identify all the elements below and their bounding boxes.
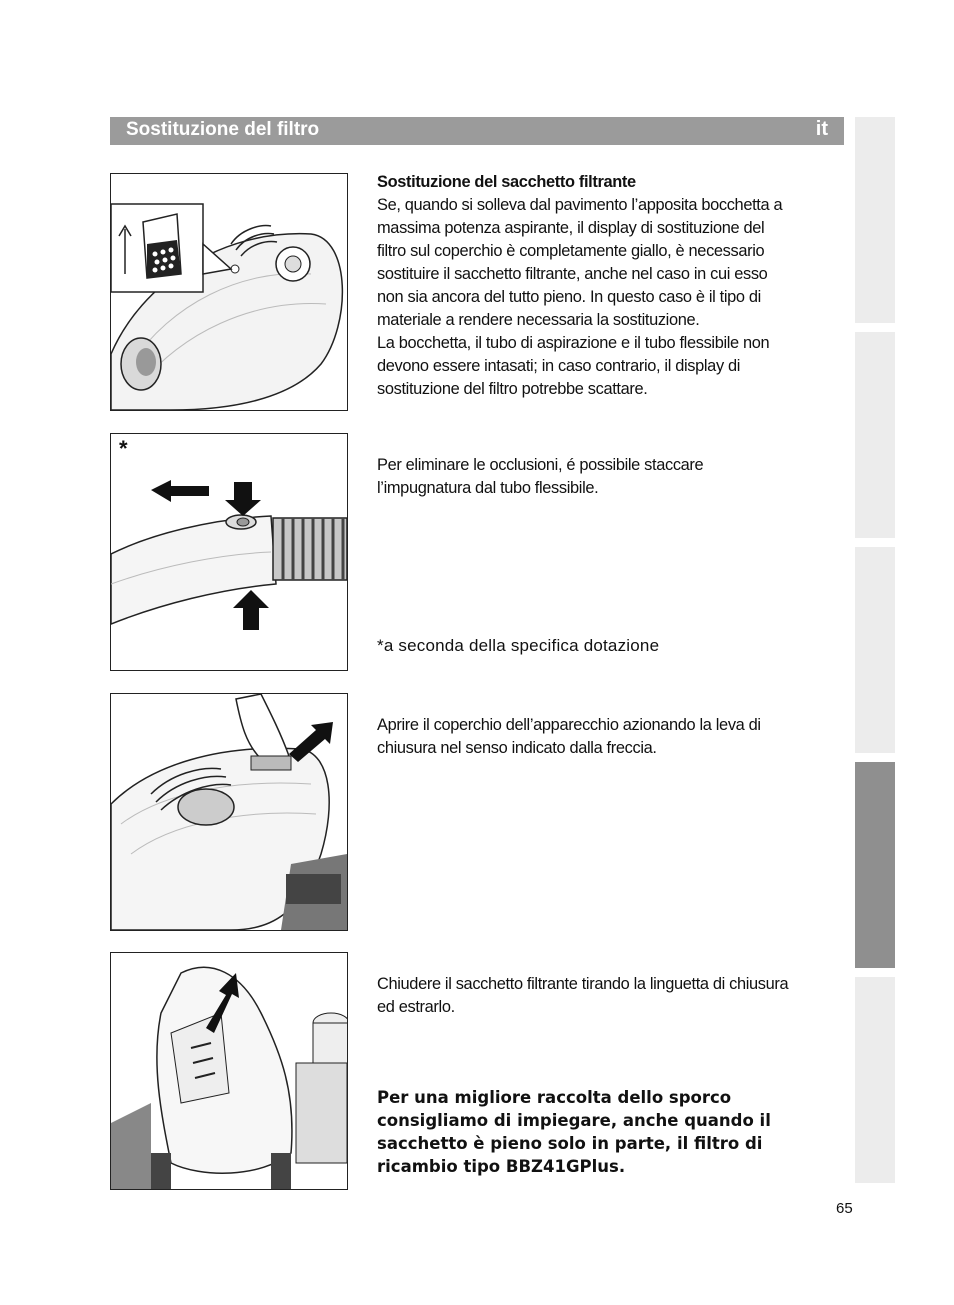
side-tab-5 xyxy=(855,977,895,1183)
text-line: Chiudere il sacchetto filtrante tirando la linguetta di chiusura xyxy=(377,975,789,993)
figure-remove-bag xyxy=(110,952,348,1190)
section-remove-bag xyxy=(377,973,837,1019)
page-title: Sostituzione del filtro xyxy=(126,119,320,140)
footnote: *a seconda della specifica dotazione xyxy=(377,636,660,655)
side-tab-2 xyxy=(855,332,895,538)
text-line: materiale a rendere necessaria la sostituzione. xyxy=(377,311,700,329)
text-line: l’impugnatura dal tubo flessibile. xyxy=(377,479,599,497)
text-line: non sia ancora del tutto pieno. In questo caso è il tipo di xyxy=(377,288,761,306)
advice-line: Per una migliore raccolta dello sporco xyxy=(377,1088,732,1107)
text-line: La bocchetta, il tubo di aspirazione e il tubo flessibile non xyxy=(377,334,770,352)
section-bag-replacement xyxy=(377,171,837,401)
lid-lever-illustration xyxy=(111,694,347,930)
text-line: chiusura nel senso indicato dalla freccia. xyxy=(377,739,657,757)
language-code: it xyxy=(815,118,828,140)
side-tab-active xyxy=(855,762,895,968)
section-occlusions xyxy=(377,454,837,500)
text-line: Per eliminare le occlusioni, é possibile staccare xyxy=(377,456,704,474)
text-line: ed estrarlo. xyxy=(377,998,455,1016)
text-line: Se, quando si solleva dal pavimento l’apposita bocchetta a xyxy=(377,196,783,214)
section-heading: Sostituzione del sacchetto filtrante xyxy=(377,173,636,191)
figure-asterisk: * xyxy=(119,436,128,461)
figure-hose-handle xyxy=(110,433,348,671)
text-line: massima potenza aspirante, il display di sostituzione del xyxy=(377,219,765,237)
advice-note xyxy=(377,1086,807,1178)
page-number: 65 xyxy=(836,1200,853,1217)
advice-line: ricambio tipo BBZ41GPlus. xyxy=(377,1157,626,1176)
hose-handle-illustration xyxy=(111,434,347,670)
figure-open-lid xyxy=(110,693,348,931)
figure-filter-indicator xyxy=(110,173,348,411)
filter-bag-illustration xyxy=(111,953,347,1189)
section-open-lid xyxy=(377,714,837,760)
vacuum-lid-illustration xyxy=(111,174,347,410)
text-line: sostituzione del filtro potrebbe scattare. xyxy=(377,380,648,398)
text-line: Aprire il coperchio dell’apparecchio azionando la leva di xyxy=(377,716,761,734)
advice-line: sacchetto è pieno solo in parte, il filtro di xyxy=(377,1134,763,1153)
section-header xyxy=(110,117,844,145)
text-line: devono essere intasati; in caso contrario, il display di xyxy=(377,357,741,375)
advice-line: consigliamo di impiegare, anche quando il xyxy=(377,1111,771,1130)
side-tab-1 xyxy=(855,117,895,323)
text-line: sostituire il sacchetto filtrante, anche nel caso in cui esso xyxy=(377,265,768,283)
text-line: filtro sul coperchio è completamente giallo, è necessario xyxy=(377,242,765,260)
side-tab-3 xyxy=(855,547,895,753)
